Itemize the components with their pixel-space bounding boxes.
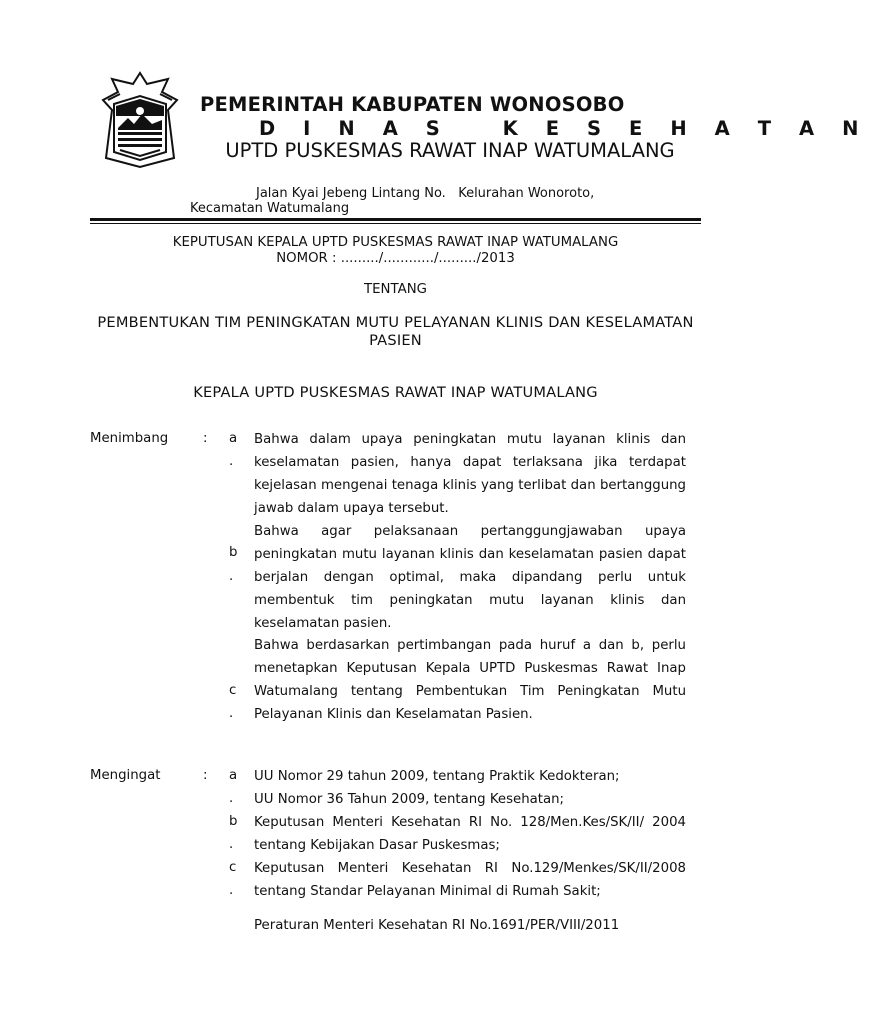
- menimbang-marker-b-dot: .: [229, 569, 234, 584]
- decree-number: NOMOR : ........./............/........./2013: [276, 251, 515, 266]
- menimbang-label: Menimbang: [90, 431, 169, 446]
- mengingat-marker-b: b: [229, 814, 238, 829]
- mengingat-marker-b-dot: .: [229, 837, 234, 852]
- decree-subject: PEMBENTUKAN TIM PENINGKATAN MUTU PELAYANAN KLINIS DAN KESELAMATAN PASIEN: [97, 314, 694, 349]
- menimbang-marker-b: b: [229, 545, 238, 560]
- menimbang-colon: :: [203, 431, 208, 446]
- mengingat-item-4: Keputusan Menteri Kesehatan RI No.129/Menkes/SK/II/2008 tentang Standar Pelayanan Minimal di Rumah Sakit;: [254, 861, 686, 899]
- mengingat-item-5: Peraturan Menteri Kesehatan RI No.1691/PER/VIII/2011: [254, 918, 620, 933]
- letterhead-address-line1: Jalan Kyai Jebeng Lintang No. Kelurahan Wonoroto,: [256, 186, 595, 201]
- menimbang-item-a: Bahwa dalam upaya peningkatan mutu layanan klinis dan keselamatan pasien, hanya dapat terlaksana jika terdapat kejelasan mengenai tenaga klinis yang terlibat dan bertanggung jawab dalam upaya tersebut.: [254, 432, 686, 516]
- decree-title: KEPUTUSAN KEPALA UPTD PUSKESMAS RAWAT INAP WATUMALANG: [172, 235, 619, 250]
- menimbang-marker-c-dot: .: [229, 706, 234, 721]
- letterhead-unit: UPTD PUSKESMAS RAWAT INAP WATUMALANG: [225, 139, 675, 162]
- menimbang-marker-a: a: [229, 431, 238, 446]
- wonosobo-emblem-logo: [100, 70, 180, 170]
- letterhead-agency: D I N A S K E S E H A T A N: [259, 117, 869, 140]
- letterhead-divider-thin: [90, 223, 701, 224]
- menimbang-marker-c: c: [229, 683, 237, 698]
- mengingat-marker-a-dot: .: [229, 791, 234, 806]
- menimbang-marker-a-dot: .: [229, 454, 234, 469]
- decree-official: KEPALA UPTD PUSKESMAS RAWAT INAP WATUMALANG: [193, 384, 598, 401]
- menimbang-item-c: Bahwa berdasarkan pertimbangan pada huruf a dan b, perlu menetapkan Keputusan Kepala UPTD Puskesmas Rawat Inap Watumalang tentang Pembentukan Tim Peningkatan Mutu Pelayanan Klinis dan Keselamatan Pasien.: [254, 638, 686, 722]
- mengingat-item-2: UU Nomor 36 Tahun 2009, tentang Kesehatan;: [254, 792, 565, 807]
- mengingat-marker-c: c: [229, 860, 237, 875]
- letterhead-government: PEMERINTAH KABUPATEN WONOSOBO: [200, 93, 625, 116]
- mengingat-marker-c-dot: .: [229, 883, 234, 898]
- letterhead-divider-thick: [90, 218, 701, 221]
- mengingat-item-3: Keputusan Menteri Kesehatan RI No. 128/Men.Kes/SK/II/ 2004 tentang Kebijakan Dasar Puskesmas;: [254, 815, 686, 853]
- mengingat-label: Mengingat: [90, 768, 161, 783]
- letterhead-address-line2: Kecamatan Watumalang: [190, 201, 350, 216]
- mengingat-marker-a: a: [229, 768, 238, 783]
- mengingat-item-1: UU Nomor 29 tahun 2009, tentang Praktik Kedokteran;: [254, 769, 620, 784]
- decree-tentang: TENTANG: [364, 282, 427, 297]
- mengingat-colon: :: [203, 768, 208, 783]
- menimbang-item-b: Bahwa agar pelaksanaan pertanggungjawaban upaya peningkatan mutu layanan klinis dan keselamatan pasien dapat berjalan dengan optimal, maka dipandang perlu untuk membentuk tim peningkatan mutu layanan klinis dan keselamatan pasien.: [254, 524, 686, 631]
